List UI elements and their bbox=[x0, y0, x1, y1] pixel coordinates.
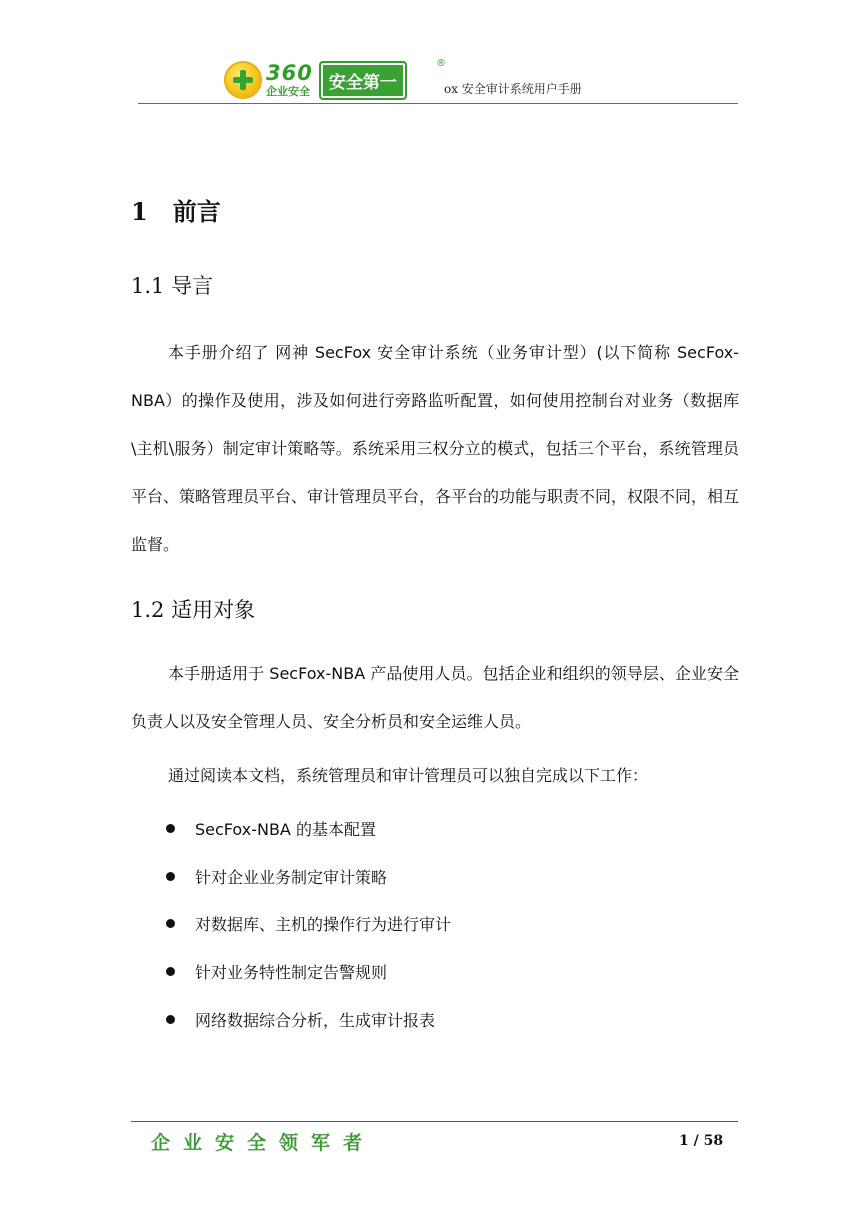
header-divider bbox=[138, 103, 738, 104]
logo-number: 360 bbox=[266, 61, 313, 85]
list-item bbox=[166, 995, 451, 1043]
list-item bbox=[166, 805, 451, 853]
logo-subtitle: 企业安全 bbox=[266, 85, 310, 98]
bullet-icon bbox=[166, 967, 175, 976]
task-list bbox=[166, 805, 451, 1043]
bullet-icon bbox=[166, 919, 175, 928]
list-item-text: 对数据库、主机的操作行为进行审计 bbox=[195, 915, 452, 935]
tasks-intro-paragraph: 通过阅读本文档，系统管理员和审计管理员可以独自完成以下工作： bbox=[168, 766, 649, 785]
plus-badge-icon bbox=[224, 61, 262, 99]
section-heading-audience: 1.2 适用对象 bbox=[131, 598, 256, 622]
chapter-heading: 1 前言 bbox=[131, 197, 221, 226]
list-item-text: 针对企业业务制定审计策略 bbox=[195, 867, 388, 887]
company-logo bbox=[224, 58, 407, 102]
bullet-icon bbox=[166, 1015, 175, 1024]
intro-paragraph: 本手册介绍了 网神 SecFox 安全审计系统（业务审计型）(以下简称 SecFox-NBA）的操作及使用，涉及如何进行旁路监听配置，如何使用控制台对业务（数据库\主机\服务）制定审计策略等。系统采用三权分立的模式，包括三个平台，系统管理员平台、策略管理员平台、审计管理员平台，各平台的功能与职责不同，权限不同，相互监督。 bbox=[131, 343, 740, 554]
footer-divider bbox=[131, 1121, 738, 1122]
page-number: 1 / 58 bbox=[679, 1133, 724, 1149]
bullet-icon bbox=[166, 824, 175, 833]
section-heading-intro: 1.1 导言 bbox=[131, 274, 214, 298]
logo-wordmark bbox=[266, 63, 313, 97]
audience-paragraph: 本手册适用于 SecFox-NBA 产品使用人员。包括企业和组织的领导层、企业安全负责人以及安全管理人员、安全分析员和安全运维人员。 bbox=[131, 664, 739, 731]
bullet-icon bbox=[166, 872, 175, 881]
logo-slogan: 安全第一 bbox=[319, 61, 407, 100]
document-title: ox 安全审计系统用户手册 bbox=[444, 82, 582, 96]
list-item-text: 针对业务特性制定告警规则 bbox=[195, 963, 388, 983]
list-item-text: SecFox-NBA 的基本配置 bbox=[195, 820, 376, 840]
list-item bbox=[166, 900, 451, 948]
list-item bbox=[166, 948, 451, 996]
list-item-text: 网络数据综合分析，生成审计报表 bbox=[195, 1010, 436, 1030]
registered-mark: ® bbox=[436, 58, 446, 69]
footer-slogan: 企业安全领军者 bbox=[151, 1132, 376, 1154]
list-item bbox=[166, 853, 451, 901]
